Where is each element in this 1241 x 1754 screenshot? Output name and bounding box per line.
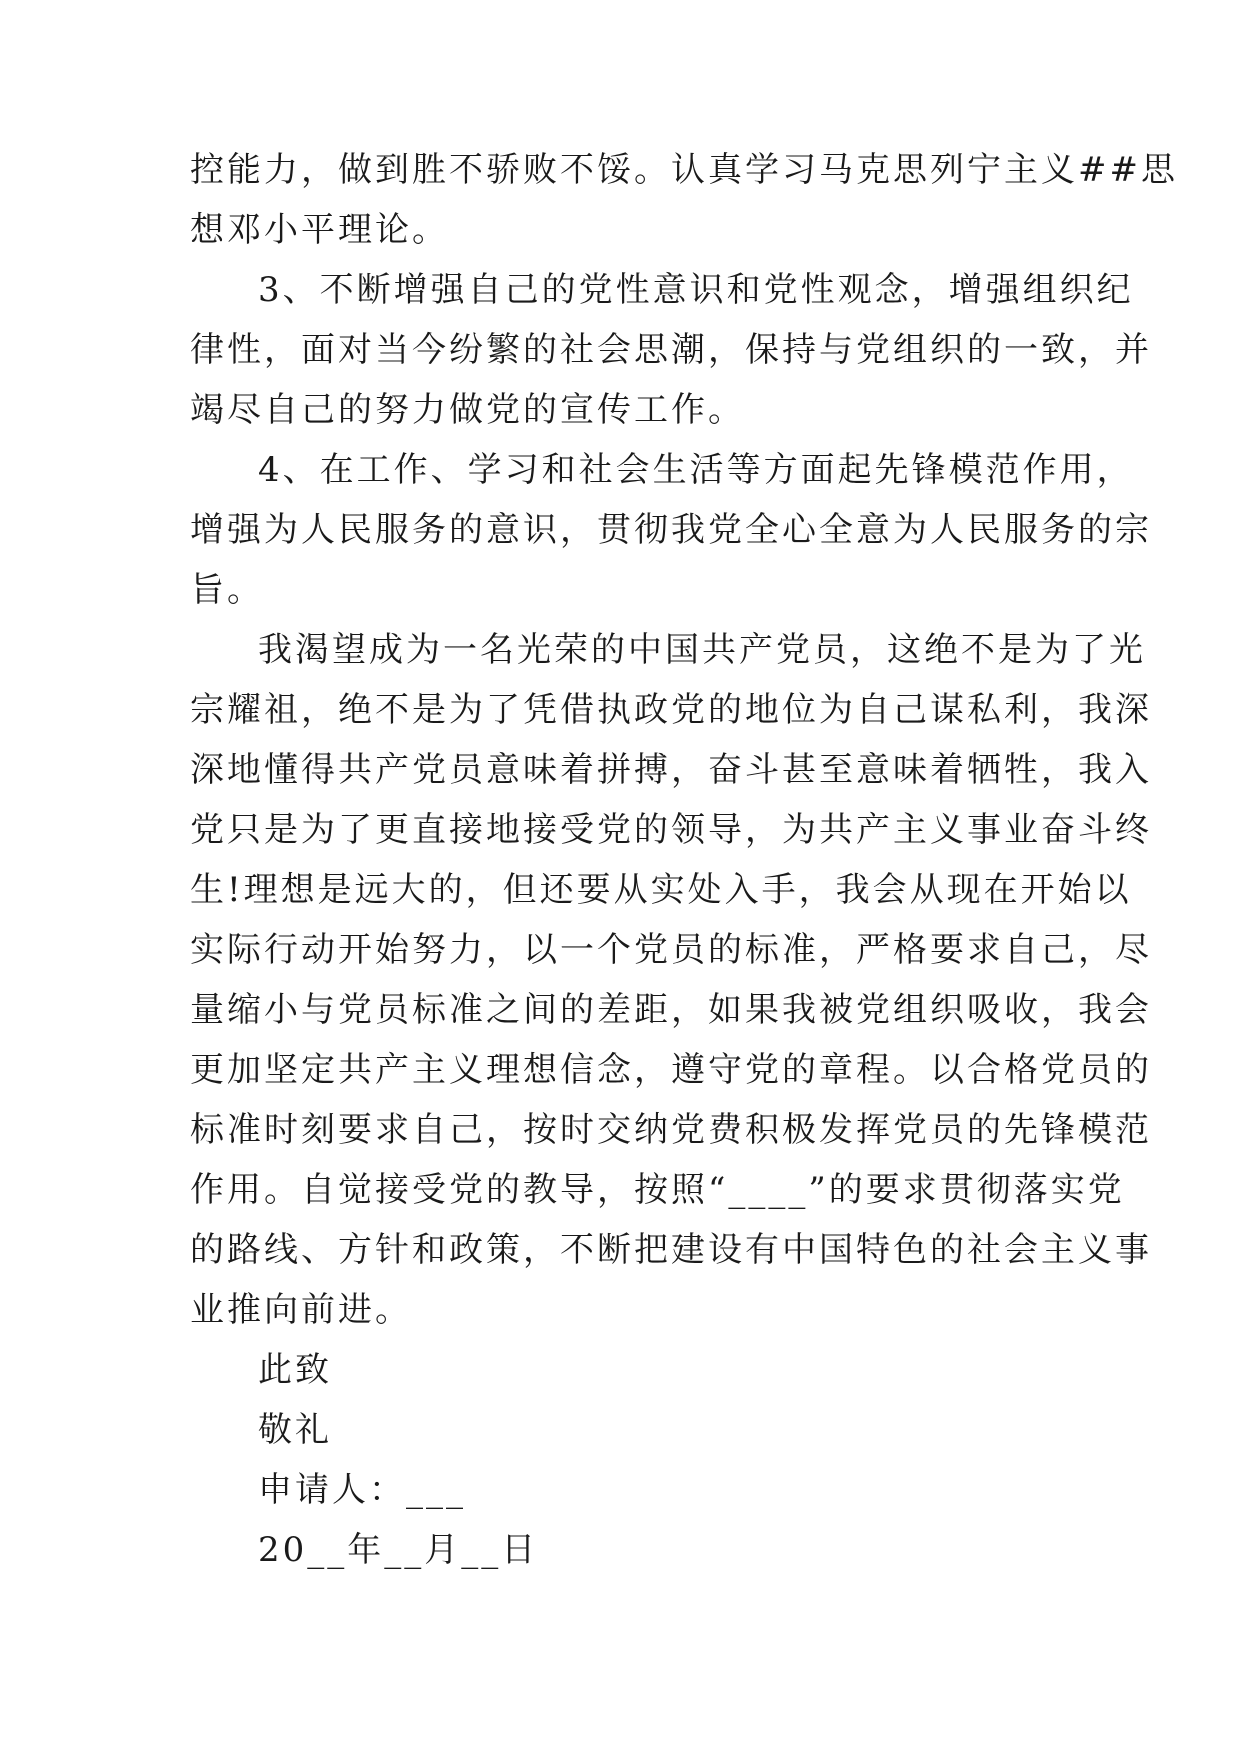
text-line: 控能力，做到胜不骄败不馁。认真学习马克思列宁主义##思	[190, 150, 1178, 190]
text-line: 想邓小平理论。	[190, 210, 449, 250]
text-line: 业推向前进。	[190, 1290, 412, 1330]
closing-regards: 敬礼	[258, 1410, 332, 1450]
text-line: 量缩小与党员标准之间的差距，如果我被党组织吸收，我会	[190, 990, 1152, 1030]
closing-salutation: 此致	[258, 1350, 332, 1390]
text-line: 4、在工作、学习和社会生活等方面起先锋模范作用，	[258, 450, 1134, 490]
text-line: 竭尽自己的努力做党的宣传工作。	[190, 390, 745, 430]
text-line: 党只是为了更直接地接受党的领导，为共产主义事业奋斗终	[190, 810, 1152, 850]
text-line: 标准时刻要求自己，按时交纳党费积极发挥党员的先锋模范	[190, 1110, 1152, 1150]
text-line: 生!理想是远大的，但还要从实处入手，我会从现在开始以	[190, 870, 1132, 910]
text-line: 更加坚定共产主义理想信念，遵守党的章程。以合格党员的	[190, 1050, 1152, 1090]
text-line: 的路线、方针和政策，不断把建设有中国特色的社会主义事	[190, 1230, 1152, 1270]
text-line: 深地懂得共产党员意味着拼搏，奋斗甚至意味着牺牲，我入	[190, 750, 1152, 790]
applicant-signature-line: 申请人：___	[258, 1470, 466, 1510]
text-line: 作用。自觉接受党的教导，按照“____”的要求贯彻落实党	[190, 1170, 1125, 1210]
text-line: 旨。	[190, 570, 264, 610]
text-line: 增强为人民服务的意识，贯彻我党全心全意为人民服务的宗	[190, 510, 1152, 550]
text-line: 我渴望成为一名光荣的中国共产党员，这绝不是为了光	[258, 630, 1146, 670]
text-line: 宗耀祖，绝不是为了凭借执政党的地位为自己谋私利，我深	[190, 690, 1152, 730]
text-line: 3、不断增强自己的党性意识和党性观念，增强组织纪	[258, 270, 1134, 310]
document-body	[190, 140, 1178, 1580]
text-line: 实际行动开始努力，以一个党员的标准，严格要求自己，尽	[190, 930, 1152, 970]
text-line: 律性，面对当今纷繁的社会思潮，保持与党组织的一致，并	[190, 330, 1152, 370]
date-line: 20__年__月__日	[258, 1530, 539, 1570]
